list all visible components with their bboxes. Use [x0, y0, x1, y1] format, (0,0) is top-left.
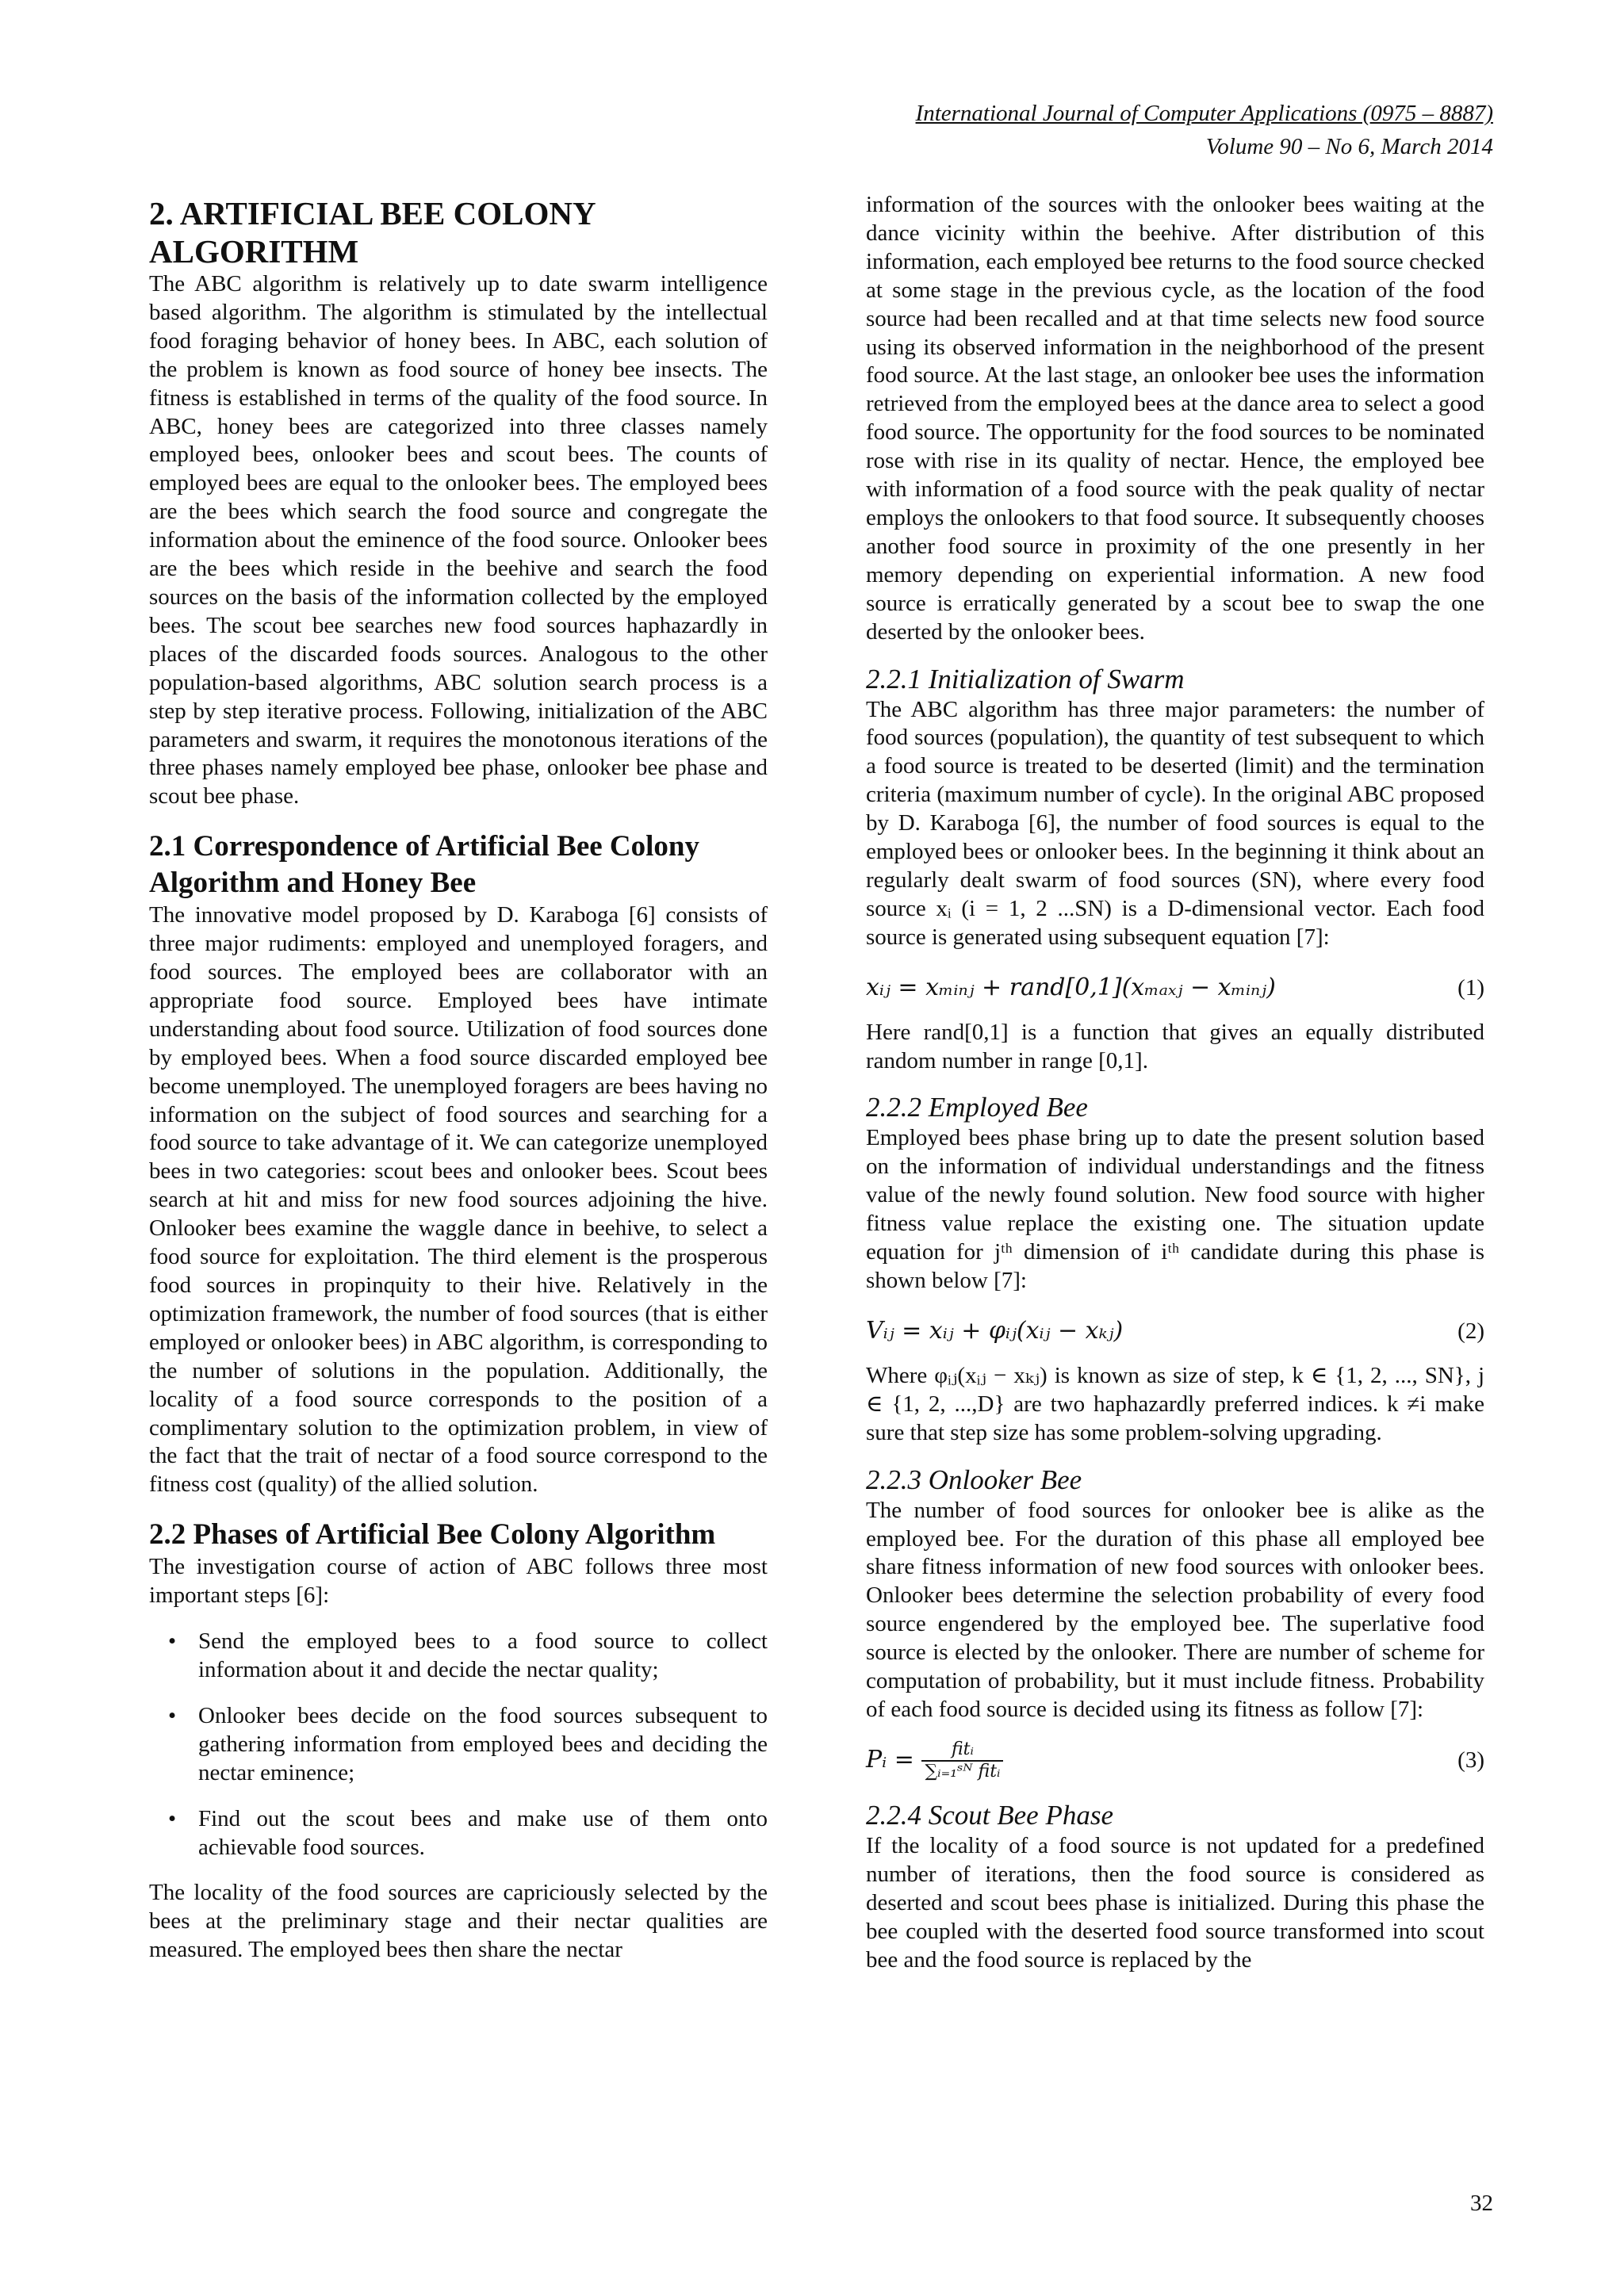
- right-column: [866, 191, 1484, 1974]
- page-number: 32: [1470, 2191, 1493, 2216]
- equation-body: xᵢⱼ = xₘᵢₙⱼ + rand[0,1](xₘₐₓⱼ − xₘᵢₙⱼ): [866, 973, 1276, 1001]
- list-item: • Send the employed bees to a food source to collect information about it and decide the nectar quality;: [168, 1628, 768, 1682]
- list-item: • Find out the scout bees and make use of them onto achievable food sources.: [168, 1805, 768, 1860]
- paragraph: Where φᵢⱼ(xᵢⱼ − xₖⱼ) is known as size of step, k ∈ {1, 2, ..., SN}, j ∈ {1, 2, ...,D} are two haphazardly preferred indices. k ≠i make sure that step size has some problem-solving upgrading.: [866, 1362, 1484, 1445]
- subsection-heading-2-2-2: 2.2.2 Employed Bee: [866, 1092, 1088, 1123]
- paragraph: Employed bees phase bring up to date the present solution based on the information of individual understandings and the fitness value of the newly found solution. New food source with higher fitness value replace the existing one. The situation update equation for jᵗʰ dimension of iᵗʰ candidate during this phase is shown below [7]:: [866, 1125, 1484, 1293]
- journal-title: International Journal of Computer Applications (0975 – 8887): [915, 101, 1493, 126]
- equation-lhs: Pᵢ =: [866, 1745, 914, 1774]
- fraction-numerator: fitᵢ: [921, 1739, 1003, 1762]
- paragraph: The investigation course of action of ABC follows three most important steps [6]:: [149, 1554, 768, 1609]
- equation-body: Vᵢⱼ = xᵢⱼ + φᵢⱼ(xᵢⱼ − xₖⱼ): [866, 1316, 1124, 1345]
- subsection-heading-2-2-1: 2.2.1 Initialization of Swarm: [866, 663, 1185, 695]
- equation-2: [866, 1308, 1484, 1354]
- equation-3: [866, 1737, 1484, 1783]
- equation-number: (1): [1457, 974, 1484, 1001]
- fraction-denominator: ∑ᵢ₌₁ˢᴺ fitᵢ: [925, 1761, 1001, 1781]
- equation-number: (2): [1457, 1318, 1484, 1344]
- fraction: [921, 1739, 1003, 1782]
- paragraph: The locality of the food sources are capriciously selected by the bees at the preliminary stage and their nectar qualities are measured. The employed bees then share the nectar: [149, 1880, 768, 1963]
- paragraph: Here rand[0,1] is a function that gives an equally distributed random number in range [0,1].: [866, 1019, 1484, 1073]
- bullet-icon: •: [168, 1702, 177, 1728]
- list-item: • Onlooker bees decide on the food sources subsequent to gathering information from employed bees and deciding the nectar eminence;: [168, 1702, 768, 1785]
- running-header: [916, 97, 1493, 163]
- subsection-heading-2-2: 2.2 Phases of Artificial Bee Colony Algorithm: [149, 1518, 716, 1552]
- paragraph: information of the sources with the onlooker bees waiting at the dance vicinity within the beehive. After distribution of this information, each employed bee returns to the food source checked at some stage in the previous cycle, as the location of the food source had been recalled and at that time selects new food source using its observed information in the neighborhood of the present food source. At the last stage, an onlooker bee uses the information retrieved from the employed bees at the dance area to select a good food source. The opportunity for the food sources to be nominated rose with rise in its quality of nectar. Hence, the employed bee with information of a food source with the peak quality of nectar employs the onlookers to that food source. It subsequently chooses another food source in proximity of the one presently in her memory depending on experiential information. A new food source is erratically generated by a scout bee to swap the one deserted by the onlooker bees.: [866, 192, 1484, 645]
- bullet-icon: •: [168, 1805, 177, 1831]
- paragraph: The number of food sources for onlooker bee is alike as the employed bee. For the duration of this phase all employed bee share fitness information of new food sources with onlooker bees. Onlooker bees determine the selection probability of every food source engendered by the employed bee. The superlative food source is elected by the onlooker. There are number of scheme for computation of probability, but it must include fitness. Probability of each food source is decided using its fitness as follow [7]:: [866, 1497, 1484, 1722]
- left-column: [149, 194, 768, 1965]
- volume-info: Volume 90 – No 6, March 2014: [1205, 134, 1493, 159]
- paragraph: If the locality of a food source is not updated for a predefined number of iterations, then the food source is considered as deserted and scout bees phase is initialized. During this phase the bee coupled with the deserted food source transformed into scout bee and the food source is replaced by the: [866, 1832, 1484, 1973]
- steps-list: [149, 1628, 768, 1862]
- paragraph: The innovative model proposed by D. Karaboga [6] consists of three major rudiments: employed and unemployed foragers, and food sources. The employed bees are collaborator with an appropriate food source. Employed bees have intimate understanding about food source. Utilization of food sources done by employed bees. When a food source discarded employed bee become unemployed. The unemployed foragers are bees having no information on the subject of food sources and searching for a food source to take advantage of it. We can categorize unemployed bees in two categories: scout bees and onlooker bees. Scout bees search at hit and miss for new food sources adjoining the hive. Onlooker bees examine the waggle dance in beehive, to select a food source for exploitation. The third element is the prosperous food sources in propinquity to their hive. Relatively in the optimization framework, the number of food sources (that is either employed or onlooker bees) in ABC algorithm, is corresponding to the number of solutions in the population. Additionally, the locality of a food source corresponds to the position of a complimentary solution to the optimization problem, in view of the fact that the trait of nectar of a food source correspond to the fitness cost (quality) of the allied solution.: [149, 902, 768, 1498]
- paragraph: The ABC algorithm is relatively up to date swarm intelligence based algorithm. The algorithm is stimulated by the intellectual food foraging behavior of honey bees. In ABC, each solution of the problem is known as food source of honey bee insects. The fitness is established in terms of the quality of the food source. In ABC, honey bees are categorized into three classes namely employed bees, onlooker bees and scout bees. The counts of employed bees are equal to the onlooker bees. The employed bees are the bees which search the food source and congregate the information about the eminence of the food source. Onlooker bees are the bees which reside in the beehive and search the food sources on the basis of the information collected by the employed bees. The scout bee searches new food sources haphazardly in places of the discarded foods sources. Analogous to the other population-based algorithms, ABC solution search process is a step by step iterative process. Following, initialization of the ABC parameters and swarm, it requires the monotonous iterations of the three phases namely employed bee phase, onlooker bee phase and scout bee phase.: [149, 271, 768, 809]
- equation-number: (3): [1457, 1747, 1484, 1773]
- equation-1: [866, 965, 1484, 1011]
- bullet-icon: •: [168, 1628, 177, 1655]
- subsection-heading-2-2-3: 2.2.3 Onlooker Bee: [866, 1464, 1082, 1495]
- paragraph: The ABC algorithm has three major parameters: the number of food sources (population), the quantity of test subsequent to which a food source is treated to be deserted (limit) and the termination criteria (maximum number of cycle). In the original ABC proposed by D. Karaboga [6], the number of food sources is equal to the employed bees or onlooker bees. In the beginning it think about an regularly dealt swarm of food sources (SN), where every food source xᵢ (i = 1, 2 ...SN) is a D-dimensional vector. Each food source is generated using subsequent equation [7]:: [866, 696, 1484, 950]
- subsection-heading-2-1: 2.1 Correspondence of Artificial Bee Colony Algorithm and Honey Bee: [149, 830, 700, 900]
- section-heading-2: 2. ARTIFICIAL BEE COLONY ALGORITHM: [149, 195, 596, 270]
- subsection-heading-2-2-4: 2.2.4 Scout Bee Phase: [866, 1799, 1113, 1831]
